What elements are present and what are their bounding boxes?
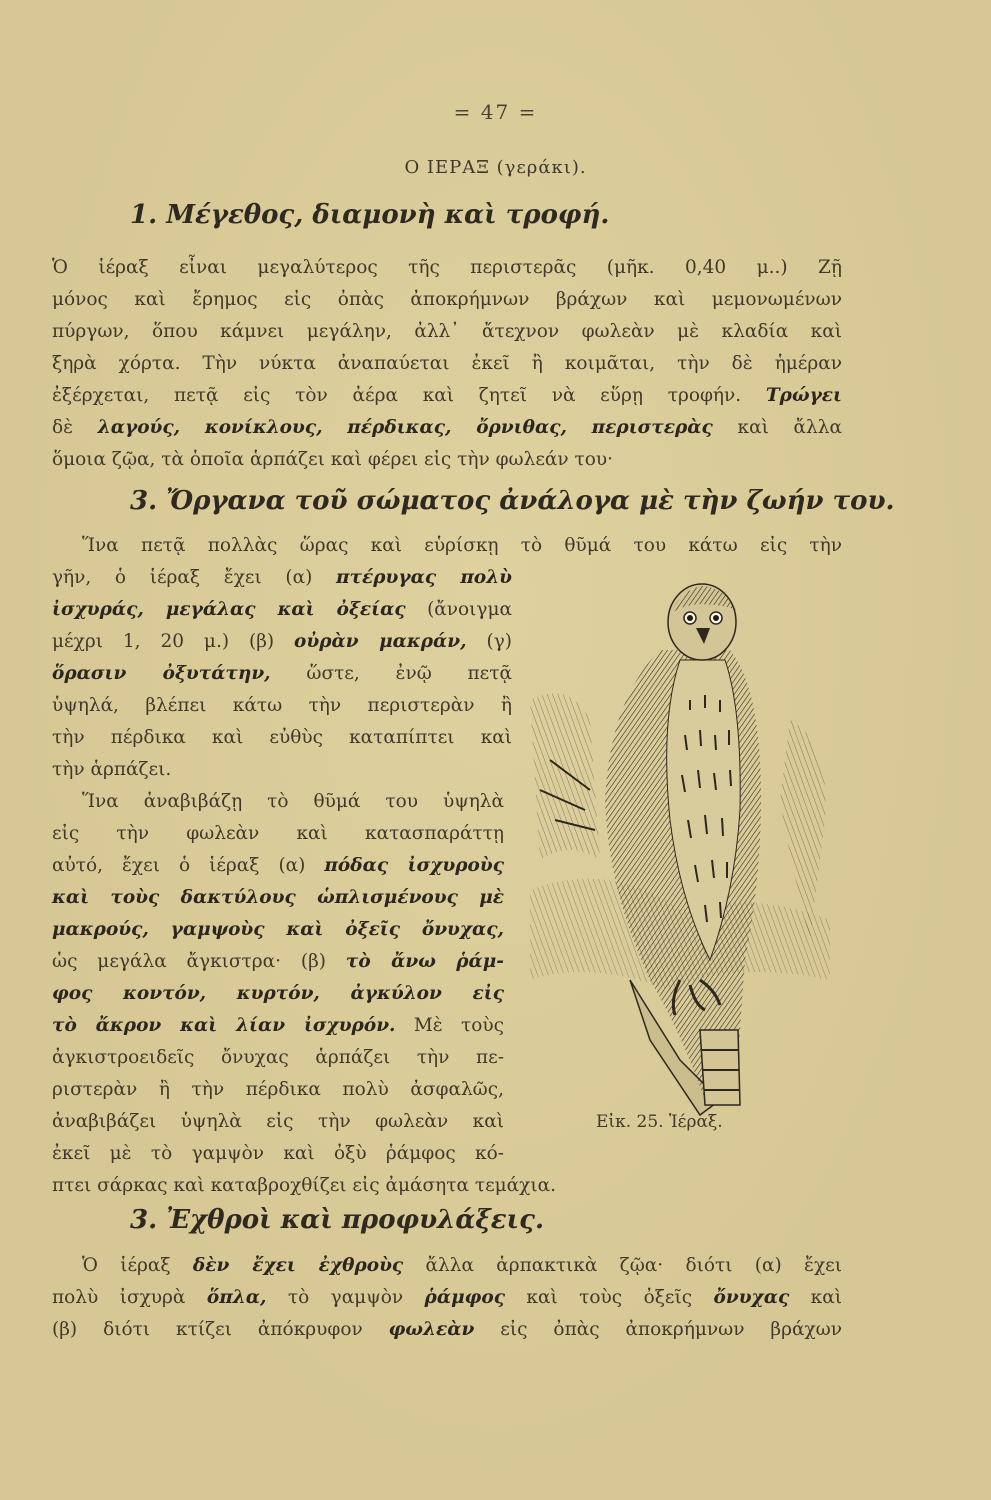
emphasis: φωλεὰν — [388, 1319, 475, 1340]
text-line: ἐκεῖ μὲ τὸ γαμψὸν καὶ ὀξὺ ῥάμφος κό- — [52, 1143, 504, 1164]
text-span: ὡς μεγάλα ἄγκιστρα· (β) — [52, 951, 327, 972]
text-span: (ἄνοιγμα — [427, 599, 512, 620]
emphasis: πτέρυγας πολὺ — [336, 567, 513, 588]
emphasis: καὶ τοὺς δακτύλους ὡπλισμένους μὲ — [52, 887, 504, 908]
emphasis: κονίκλους, — [204, 417, 323, 438]
section2-paragraph1 — [52, 562, 512, 786]
text-span: γῆν, ὁ ἱέραξ ἔχει (α) — [52, 567, 313, 588]
emphasis: ὄρνιθας, — [476, 417, 567, 438]
emphasis: δὲν ἔχει ἐχθροὺς — [192, 1255, 404, 1276]
text-line: ἀναβιβάζει ὑψηλὰ εἰς τὴν φωλεὰν καὶ — [52, 1111, 504, 1132]
text-line: ὅμοια ζῷα, τὰ ὁποῖα ἁρπάζει καὶ φέρει εἰς τὴν φωλεάν του· — [52, 449, 614, 470]
text-line: Ἵνα πετᾷ πολλὰς ὥρας καὶ εὑρίσκῃ τὸ θῦμά του κάτω εἰς τὴν — [82, 535, 842, 556]
emphasis: τὸ ἄκρον καὶ λίαν ἰσχυρόν. — [52, 1015, 396, 1036]
text-span: καὶ — [810, 1287, 842, 1308]
text-line: τὴν πέρδικα καὶ εὐθὺς καταπίπτει καὶ — [52, 727, 512, 748]
emphasis: περιστερὰς — [591, 417, 713, 438]
text-span: ἐξέρχεται, πετᾷ εἰς τὸν ἀέρα καὶ ζητεῖ νὰ εὕρῃ τροφήν. — [52, 385, 742, 406]
text-span: πολὺ ἰσχυρὰ — [52, 1287, 186, 1308]
text-line — [52, 594, 512, 626]
section2-paragraph2 — [52, 786, 504, 1170]
section2-heading: 3. Ὄργανα τοῦ σώματος ἀνάλογα μὲ τὴν ζωήν του. — [130, 486, 895, 516]
text-line: ὑψηλά, βλέπει κάτω τὴν περιστερὰν ἢ — [52, 695, 512, 716]
text-line — [52, 978, 504, 1010]
text-line: Ὁ ἱέραξ εἶναι μεγαλύτερος τῆς περιστερᾶς (μῆκ. 0,40 μ..) Ζῇ — [52, 257, 842, 278]
emphasis: ὅρασιν ὀξυτάτην, — [52, 663, 271, 684]
text-span: καὶ ἄλλα — [737, 417, 842, 438]
text-line — [52, 850, 504, 882]
section1-paragraph — [52, 252, 842, 476]
emphasis: Τρώγει — [765, 385, 842, 406]
section2-last-line — [52, 1170, 652, 1202]
text-span: καὶ τοὺς ὀξεῖς — [526, 1287, 693, 1308]
section3-paragraph — [52, 1250, 842, 1346]
text-span: (β) διότι κτίζει ἀπόκρυφον — [52, 1319, 363, 1340]
text-line: Ἵνα ἀναβιβάζῃ τὸ θῦμά του ὑψηλὰ — [82, 791, 504, 812]
text-line — [52, 946, 504, 978]
text-span: μέχρι 1, 20 μ.) (β) — [52, 631, 275, 652]
emphasis: οὐρὰν μακράν, — [294, 631, 467, 652]
text-line: τὴν ἁρπάζει. — [52, 759, 172, 780]
text-line — [52, 626, 512, 658]
text-line — [52, 1010, 504, 1042]
page-number: = 47 = — [453, 100, 538, 124]
text-line — [52, 412, 842, 444]
emphasis: λαγούς, — [97, 417, 181, 438]
text-span: Ὁ ἱέραξ — [82, 1255, 171, 1276]
chapter-title: Ο ΙΕΡΑΞ (γεράκι). — [404, 157, 587, 178]
emphasis: ἰσχυράς, μεγάλας καὶ ὀξείας — [52, 599, 406, 620]
text-span: (γ) — [486, 631, 512, 652]
text-line — [52, 658, 512, 690]
text-line: μόνος καὶ ἔρημος εἰς ὀπὰς ἀποκρήμνων βράχων καὶ μεμονωμένων — [52, 289, 842, 310]
emphasis: πέρδικας, — [347, 417, 452, 438]
hawk-illustration — [530, 560, 830, 1120]
text-line — [52, 380, 842, 412]
text-span: τὸ γαμψὸν — [287, 1287, 404, 1308]
text-span: Μὲ τοὺς — [413, 1015, 504, 1036]
text-line — [52, 1282, 842, 1314]
text-line — [52, 1250, 842, 1282]
figure-caption: Εἰκ. 25. Ἱέραξ. — [596, 1112, 723, 1132]
text-line: πύργων, ὅπου κάμνει μεγάλην, ἀλλ᾽ ἄτεχνον φωλεὰν μὲ κλαδία καὶ — [52, 321, 842, 342]
text-line: ξηρὰ χόρτα. Τὴν νύκτα ἀναπαύεται ἐκεῖ ἢ κοιμᾶται, τὴν δὲ ἡμέραν — [52, 353, 842, 374]
text-line — [52, 562, 512, 594]
section1-heading: 1. Μέγεθος, διαμονὴ καὶ τροφή. — [130, 200, 610, 230]
text-line: εἰς τὴν φωλεὰν καὶ κατασπαράττῃ — [52, 823, 504, 844]
text-line: ἀγκιστροειδεῖς ὄνυχας ἁρπάζει τὴν πε- — [52, 1047, 504, 1068]
text-line: πτει σάρκας καὶ καταβροχθίζει εἰς ἀμάσητα τεμάχια. — [52, 1175, 557, 1196]
emphasis: φος κοντόν, κυρτόν, ἀγκύλον εἰς — [52, 983, 504, 1004]
text-line: ριστερὰν ἢ τὴν πέρδικα πολὺ ἀσφαλῶς, — [52, 1079, 504, 1100]
emphasis: ὅπλα, — [206, 1287, 267, 1308]
emphasis: μακρούς, γαμψοὺς καὶ ὀξεῖς ὄνυχας, — [52, 919, 504, 940]
text-line — [52, 1314, 842, 1346]
text-span: ἄλλα ἁρπακτικὰ ζῷα· διότι (α) ἔχει — [425, 1255, 842, 1276]
section2-line-first — [52, 530, 842, 562]
section3-heading: 3. Ἐχθροὶ καὶ προφυλάξεις. — [130, 1205, 545, 1235]
text-span: ὥστε, ἐνῷ πετᾷ — [306, 663, 512, 684]
emphasis: τὸ ἄνω ῥάμ- — [345, 951, 504, 972]
text-line — [52, 914, 504, 946]
text-span: αὐτό, ἔχει ὁ ἱέραξ (α) — [52, 855, 306, 876]
text-line — [52, 882, 504, 914]
text-span: δὲ — [52, 417, 74, 438]
text-span: εἰς ὀπὰς ἀποκρήμνων βράχων — [500, 1319, 842, 1340]
emphasis: πόδας ἰσχυροὺς — [324, 855, 504, 876]
emphasis: ῥάμφος — [424, 1287, 505, 1308]
emphasis: ὄνυχας — [713, 1287, 790, 1308]
